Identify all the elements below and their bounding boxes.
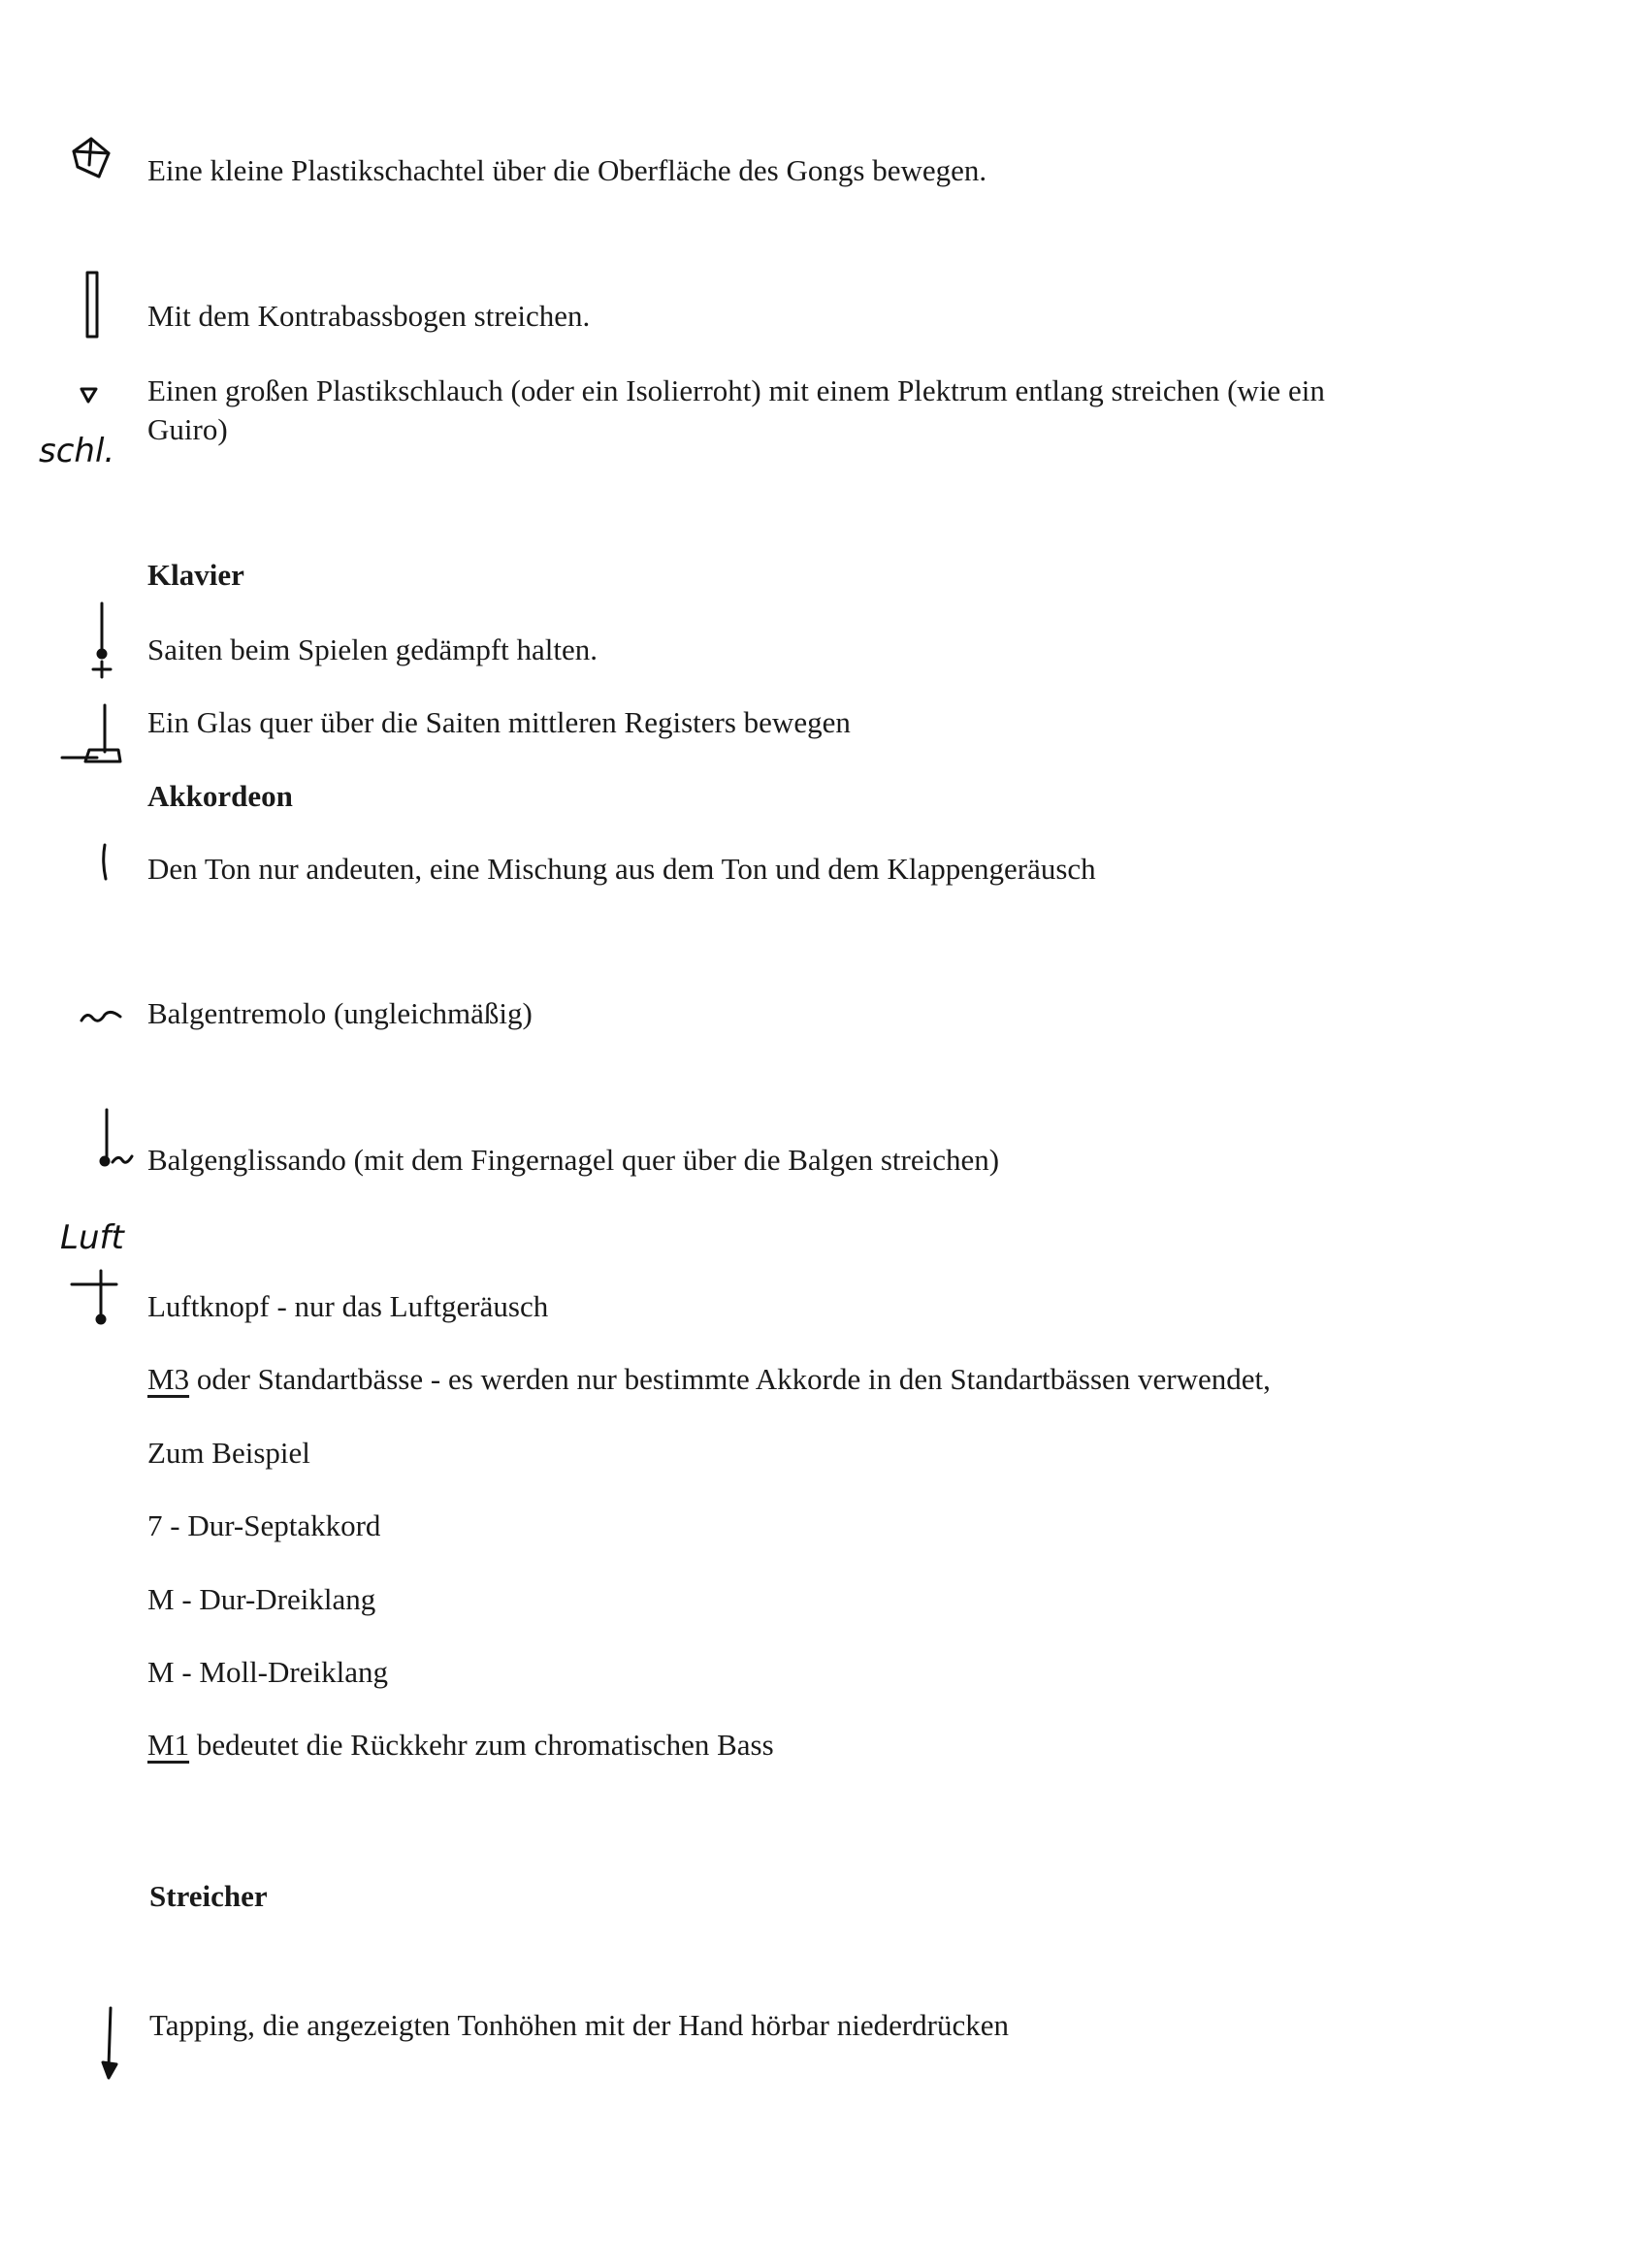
triangle-symbol-icon xyxy=(80,386,99,405)
m1-line xyxy=(147,1726,774,1765)
heading-streicher: Streicher xyxy=(149,1879,268,1913)
tapping-arrow-icon xyxy=(97,2006,124,2084)
glissando-symbol-icon xyxy=(93,1108,138,1170)
piano-glass-text: Ein Glas quer über die Saiten mittleren Registers bewegen xyxy=(147,705,851,739)
piano-damp-text: Saiten beim Spielen gedämpft halten. xyxy=(147,632,598,666)
m1-text: bedeutet die Rückkehr zum chromatischen Bass xyxy=(189,1728,774,1762)
heading-akkordeon: Akkordeon xyxy=(147,779,293,813)
example-heading: Zum Beispiel xyxy=(147,1436,310,1470)
heading-klavier: Klavier xyxy=(147,558,244,592)
gong-box-text: Eine kleine Plastikschachtel über die Oberfläche des Gongs bewegen. xyxy=(147,153,987,187)
example-minor-triad: M - Moll-Dreiklang xyxy=(147,1655,388,1689)
accordion-glissando-text: Balgenglissando (mit dem Fingernagel quer über die Balgen streichen) xyxy=(147,1143,1000,1177)
plastic-tube-text xyxy=(147,372,1467,449)
m3-line xyxy=(147,1360,1271,1399)
hint-symbol-icon xyxy=(97,842,113,883)
plastic-tube-line-2: Guiro) xyxy=(147,412,228,446)
plastic-tube-line-1: Einen großen Plastikschlauch (oder ein Isolierroht) mit einem Plektrum entlang streichen (wie ein xyxy=(147,373,1325,407)
example-dominant-seventh: 7 - Dur-Septakkord xyxy=(147,1508,381,1542)
piano-glass-symbol-icon xyxy=(58,703,126,769)
strings-tapping-text: Tapping, die angezeigten Tonhöhen mit der Hand hörbar niederdrücken xyxy=(149,2008,1010,2042)
accordion-air-text: Luftknopf - nur das Luftgeräusch xyxy=(147,1289,549,1323)
gong-box-symbol-icon xyxy=(70,136,113,184)
handwritten-luft: Luft xyxy=(60,1218,124,1257)
example-major-triad: M - Dur-Dreiklang xyxy=(147,1582,376,1616)
m3-code: M3 xyxy=(147,1362,190,1396)
contrabass-bow-symbol-icon xyxy=(83,270,105,341)
accordion-hint-text: Den Ton nur andeuten, eine Mischung aus dem Ton und dem Klappengeräusch xyxy=(147,852,1096,886)
air-button-symbol-icon xyxy=(68,1269,120,1327)
accordion-tremolo-text: Balgentremolo (ungleichmäßig) xyxy=(147,996,533,1030)
contrabass-bow-text: Mit dem Kontrabassbogen streichen. xyxy=(147,299,591,333)
m1-code: M1 xyxy=(147,1728,190,1762)
handwritten-schl: schl. xyxy=(39,432,115,470)
tremolo-wave-icon xyxy=(80,1007,122,1026)
piano-damp-symbol-icon xyxy=(87,601,116,679)
m3-text: oder Standartbässe - es werden nur bestimmte Akkorde in den Standartbässen verwendet, xyxy=(189,1362,1271,1396)
